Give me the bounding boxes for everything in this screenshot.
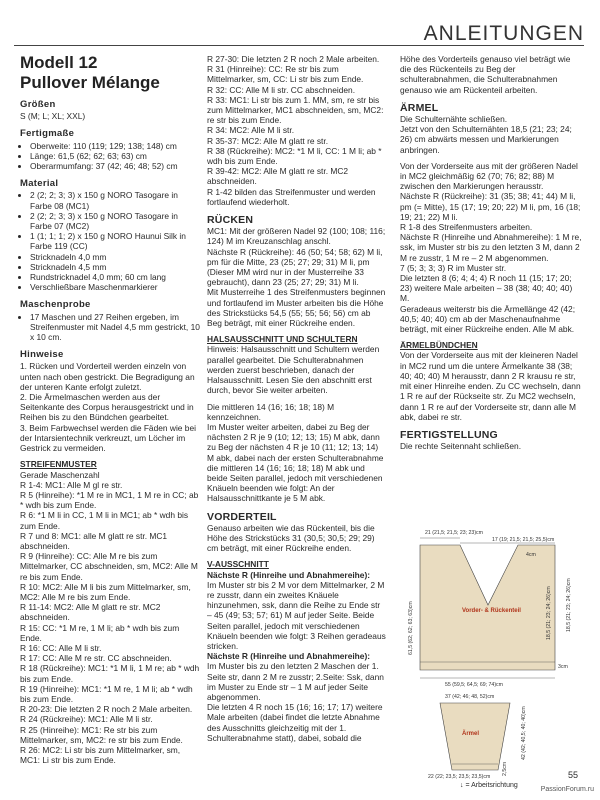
- arrow-legend-text: = Arbeitsrichtung: [465, 782, 518, 789]
- sizes-heading: Größen: [20, 99, 56, 110]
- vneck-text: Nächste R (Hinreihe und Abnahmereihe):: [207, 651, 371, 662]
- gauge-heading: Maschenprobe: [20, 299, 91, 311]
- stripe-row: R 20-23: Die letzten 2 R noch 2 Male arbeiten.: [20, 704, 193, 715]
- stripe-pattern-heading: STREIFENMUSTER: [20, 459, 97, 470]
- neck-drop-label: 4cm: [526, 552, 536, 558]
- stripe-row: R 39-42: MC2: Alle M glatt re str. MC2 abschneiden.: [207, 166, 349, 187]
- list-item: • Stricknadeln 4,0 mm: [30, 252, 200, 262]
- bottom-width-label: 55 (59,5; 64,5; 69; 74)cm: [445, 682, 503, 688]
- neck-width-label: 17 (19; 21,5; 21,5; 25,5)cm: [492, 537, 555, 543]
- stripe-row: R 18 (Rückreihe): MC1: *1 M li, 1 M re; ab * wdh bis zum Ende.: [20, 663, 200, 684]
- measurements-list: [20, 141, 200, 172]
- vneck-text: Im Muster str bis 2 M vor dem Mittelmarker, 2 M re zusstr, dann ein zweites Knäuele hinzunehmen, ssk, dann die Reihe zu Ende str – 45 (49; 53; 57; 61) M auf jeder Seite. Beide Seiten parallel, jedoch mit verschiedenen Knäueln beenden wie folgt: 3 Reihen geradeaus stricken.: [207, 579, 386, 651]
- gauge-list: [20, 312, 200, 343]
- sizes-text: S (M; L; XL; XXL): [20, 111, 86, 122]
- sleeve-text: Geradeaus weiterstr bis die Ärmellänge 42 (42; 40,5; 40; 40) cm ab der Maschenaufnahme beträgt, mit einer Rückreihe enden. Alle M abk.: [400, 303, 576, 335]
- section-header: ANLEITUNGEN: [423, 22, 584, 45]
- sleeve-heading: ÄRMEL: [400, 101, 439, 114]
- stripe-row: R 16: CC: Alle M li str.: [20, 642, 102, 653]
- model-title: Pullover Mélange: [20, 73, 160, 92]
- front-heading: VORDERTEIL: [207, 510, 277, 523]
- sleeve-length-label: 42 (42; 40,5; 40; 40)cm: [521, 706, 527, 760]
- stripe-row: R 24 (Rückreihe): MC1: Alle M li str.: [20, 714, 153, 725]
- stripe-row: R 6: *1 M li in CC, 1 M li in MC1; ab * wdh bis zum Ende.: [20, 510, 189, 531]
- arrow-legend: [460, 782, 518, 789]
- list-item: • 2 (2; 2; 3; 3) x 150 g NORO Tasogare in Farbe 07 (MC2): [30, 211, 200, 231]
- stripe-row: R 25 (Hinreihe): MC1: Re str bis zum Mittelmarker, sm, MC2: re str bis zum Ende.: [20, 724, 183, 745]
- neckline-text: Die mittleren 14 (16; 16; 18; 18) M kennzeichnen.: [207, 401, 335, 422]
- sleeve-top-label: 37 (42; 46; 48, 52)cm: [445, 694, 495, 700]
- stripe-row: R 38 (Rückreihe): MC2: *1 M li, CC: 1 M li; ab * wdh bis zum Ende.: [207, 145, 382, 167]
- stripe-row: R 1-42 bilden das Streifenmuster und werden fortlaufend wiederholt.: [207, 186, 376, 207]
- stripe-row: R 19 (Hinreihe): MC1: *1 M re, 1 M li; ab * wdh bis zum Ende.: [20, 683, 193, 704]
- material-list: [20, 190, 200, 292]
- stripe-row: R 15: CC: *1 M re, 1 M li; ab * wdh bis zum Ende.: [20, 622, 180, 643]
- list-item: • Oberarmumfang: 37 (42; 46; 48; 52) cm: [30, 161, 200, 171]
- model-number: Modell 12: [20, 53, 98, 72]
- front-continued: Höhe des Vorderteils genauso viel beträgt wie die des Rückenteils zu Beg der schulterabnahmen, die Schulterabnahmen genauso wie am Rückenteil arbeiten.: [400, 54, 571, 95]
- note-1: 1. Rücken und Vorderteil werden einzeln von unten nach oben gestrickt. Die Begradigung an der unteren Kante erfolgt zuletzt.: [20, 361, 195, 392]
- vneck-heading: V-AUSSCHNITT: [207, 559, 269, 570]
- back-text: Mit Musterreihe 1 des Streifenmusters beginnen und fortlaufend im Muster arbeiten bis die Höhe des Strickstücks 54,5 (55; 55; 56; 56) cm ab Beg beträgt, mit einer Rückreihe enden.: [207, 287, 386, 329]
- back-heading: RÜCKEN: [207, 214, 254, 227]
- cuff-heading: ÄRMELBÜNDCHEN: [400, 340, 478, 351]
- notes-heading: Hinweise: [20, 349, 64, 361]
- list-item: • 17 Maschen und 27 Reihen ergeben, im Streifenmuster mit Nadel 4,5 mm gestrickt, 10 x 10 cm.: [30, 312, 200, 343]
- neckline-heading: HALSAUSSCHNITT UND SCHULTERN: [207, 334, 358, 345]
- sleeve-text: 7 (5; 3; 3; 3) R im Muster str.: [400, 262, 507, 273]
- body-label: Vorder- & Rückenteil: [462, 608, 521, 614]
- stripe-row: R 17: CC: Alle M re str. CC abschneiden.: [20, 653, 172, 664]
- list-item: • Verschließbare Maschenmarkierer: [30, 282, 200, 292]
- top-width-label: 21 (21,5; 21,5; 23; 23)cm: [425, 530, 483, 536]
- list-item: • Oberweite: 110 (119; 129; 138; 148) cm: [30, 141, 200, 151]
- sleeve-bottom-label: 22 (22; 23,5; 23,5; 23,5)cm: [428, 774, 491, 780]
- list-item: • 1 (1; 1; 1; 2) x 150 g NORO Haunui Silk in Farbe 119 (CC): [30, 231, 200, 251]
- armhole-label-2: 18,5 (21; 23; 24; 26)cm: [566, 578, 572, 632]
- neckline-text: Hinweis: Halsausschnitt und Schultern werden parallel gearbeitet. Die Schulterabnahmen werden zuerst beschrieben, danach der Halsausschnitt. Lesen Sie den abschnitt erst durch, bevor Sie weiter arbeiten.: [207, 344, 380, 396]
- schematic-diagram: [400, 520, 590, 780]
- arrow-icon: ↓: [460, 782, 464, 789]
- finishing-text: Die rechte Seitennaht schließen.: [400, 441, 522, 452]
- stripe-row: R 31 (Hinreihe): CC: Re str bis zum Mittelmarker, sm, CC: Li str bis zum Ende.: [207, 64, 364, 85]
- sleeve-text: Nächste R (Rückreihe): 31 (35; 38; 41; 44) M li, pm (= Mitte), 15 (17; 19; 20; 22) M li, pm, 16 (18; 19; 21; 22) M li.: [400, 191, 581, 222]
- column-2: [207, 54, 387, 743]
- measurements-heading: Fertigmaße: [20, 128, 75, 140]
- stripe-row: R 34: MC2: Alle M li str.: [207, 125, 295, 136]
- sleeve-hem-label: 2,5cm: [502, 761, 508, 776]
- finishing-heading: FERTIGSTELLUNG: [400, 428, 498, 441]
- sleeve-text: Die letzten 8 (6; 4; 4; 4) R noch 11 (15; 17; 20; 23) weitere Male arbeiten – 38 (38; 40; 40; 40) M.: [400, 273, 573, 304]
- page-number: 55: [567, 770, 578, 780]
- height-label: 61,5 (62; 62; 63; 63)cm: [408, 601, 414, 655]
- front-text: Genauso arbeiten wie das Rückenteil, bis die Höhe des Strickstücks 31 (30,5; 30,5; 29; 29) cm beträgt, mit einer Rückreihe enden.: [207, 522, 375, 554]
- material-heading: Material: [20, 178, 59, 190]
- stripe-row: R 7 und 8: MC1: alle M glatt re str. MC1 abschneiden.: [20, 530, 168, 551]
- stripe-row: R 35-37: MC2: Alle M glatt re str.: [207, 135, 329, 146]
- note-2: 2. Die Ärmelmaschen werden aus der Seitenkante des Corpus herausgestrickt und in Reihen bis zu den Bündchen gearbeitet.: [20, 392, 194, 423]
- sleeve-text: Von der Vorderseite aus mit der größeren Nadel in MC2 gleichmäßig 62 (70; 76; 82; 88) M zwischen den Markierungen herausstr.: [400, 160, 578, 192]
- back-text: Nächste R (Rückreihe): 46 (50; 54; 58; 62) M li, pm für die Mitte, 23 (25; 27; 29; 31) M li, pm (Dieser MM wird nur in der Musterreihe 33 gebraucht), dann 23 (25; 27; 29; 31) M li.: [207, 246, 383, 288]
- vneck-text: Die letzten 4 R noch 15 (16; 16; 17; 17) weitere Male arbeiten (dabei findet die letzte Abnahme des Ausschnitts gleichzeitig mit der 1. Schulterabnahme statt), dabei, sobald die: [207, 702, 383, 743]
- neckline-text: Im Muster weiter arbeiten, dabei zu Beg der nächsten 2 R je 9 (10; 12; 13; 15) M abk, dann zu Beg der nächsten 4 R je 10 (11; 12; 13; 14) M abk, dabei nach der ersten Schulterabnahme die mittleren 14 (16; 16; 18; 18) M abk und beide Seiten parallel, jedoch mit verschiedenen Knäueln beenden wie folgt: An der Halsausschnittkante je 5 M abk.: [207, 421, 384, 504]
- note-3: 3. Beim Farbwechsel werden die Fäden wie bei der Intarsientechnik verkreuzt, um Löcher im Gestrick zu vermeiden.: [20, 422, 196, 454]
- watermark: PassionForum.ru: [540, 786, 594, 793]
- stripe-row: R 5 (Hinreihe): *1 M re in MC1, 1 M re in CC; ab * wdh bis zum Ende.: [20, 489, 199, 511]
- sleeve-text: Nächste R (Hinreihe und Abnahmereihe): 1 M re, ssk, im Muster str bis zu den letzten 3 M, dann 2 M re zusstr, 1 M re – 2 M abgenommen.: [400, 232, 582, 263]
- hem-label: 3cm: [558, 664, 568, 670]
- vneck-text: Nächste R (Hinreihe und Abnahmereihe):: [207, 569, 371, 580]
- sleeve-text: Die Schulternähte schließen.: [400, 114, 508, 125]
- column-3: [400, 54, 582, 451]
- header-rule: [14, 45, 584, 46]
- stripe-row: R 10: MC2: Alle M li bis zum Mittelmarker, sm, MC2: Alle M re bis zum Ende.: [20, 581, 191, 602]
- stripe-row: R 32: CC: Alle M li str. CC abschneiden.: [207, 84, 356, 95]
- armhole-label-1: 18,5 (21; 23; 24; 26)cm: [546, 586, 552, 640]
- stripe-row: Gerade Maschenzahl: [20, 469, 100, 480]
- stripe-row: R 27-30: Die letzten 2 R noch 2 Male arbeiten.: [207, 54, 380, 64]
- stripe-row: R 26: MC2: Li str bis zum Mittelmarker, sm, MC1: Li str bis zum Ende.: [20, 744, 181, 766]
- vneck-text: Im Muster bis zu den letzten 2 Maschen der 1. Seite str, dann 2 M re zusstr; 2.Seite: Ssk, dann im Muster zu Ende str – 1 M auf jeder Seite abgenommen.: [207, 661, 384, 702]
- list-item: • 2 (2; 2; 3; 3) x 150 g NORO Tasogare in Farbe 08 (MC1): [30, 190, 200, 210]
- list-item: • Stricknadeln 4,5 mm: [30, 262, 200, 272]
- stripe-row: R 11-14: MC2: Alle M glatt re str. MC2 abschneiden.: [20, 602, 161, 623]
- column-1: [20, 54, 200, 765]
- list-item: • Länge: 61,5 (62; 62; 63; 63) cm: [30, 151, 200, 161]
- list-item: • Rundstricknadel 4,0 mm; 60 cm lang: [30, 272, 200, 282]
- stripe-row: R 1-4: MC1: Alle M gl re str.: [20, 479, 123, 490]
- cuff-text: Von der Vorderseite aus mit der kleineren Nadel in MC2 rund um die untere Ärmelkante 38 (38; 40; 40; 40) M herausstr, dann 2 R krausu re str, mit einer Hinreihe enden. Zu CC wechseln, dann 1 R re auf der Rückseite str. Zu MC2 wechseln, dann 1 R re auf der Vorderseite str, dann alle M abk, dabei re str.: [400, 350, 581, 422]
- back-text: MC1: Mit der größeren Nadel 92 (100; 108; 116; 124) M im Kreuzanschlag anschl.: [207, 226, 386, 247]
- stripe-row: R 9 (Hinreihe): CC: Alle M re bis zum Mittelmarker, CC abschneiden, sm, MC2: Alle M re bis zum Ende.: [20, 551, 198, 582]
- sleeve-label: Ärmel: [462, 731, 480, 737]
- stripe-row: R 33: MC1: Li str bis zum 1. MM, sm, re str bis zum Mittelmarker, MC1 abschneiden, sm, MC2: re str bis zum Ende.: [207, 94, 384, 126]
- sleeve-text: Jetzt von den Schulternähten 18,5 (21; 23; 24; 26) cm abwärts messen und Markierungen anbringen.: [400, 124, 572, 155]
- sleeve-text: R 1-8 des Streifenmusters arbeiten.: [400, 222, 533, 233]
